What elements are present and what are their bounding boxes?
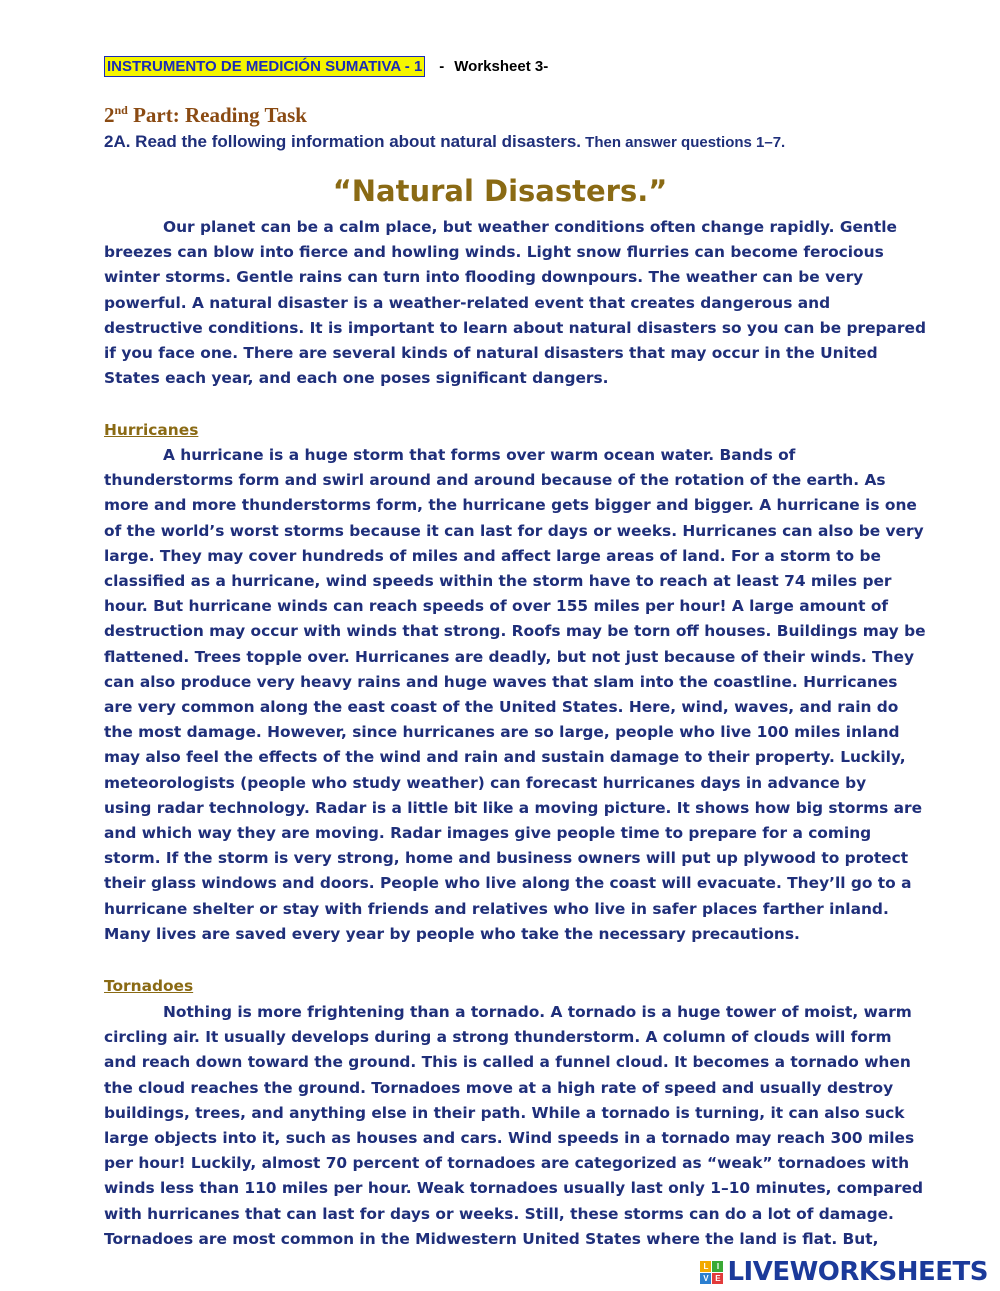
paragraph-line: circling air. It usually develops during a strong thunderstorm. A column of clouds will form bbox=[104, 1028, 892, 1047]
part-number: 2 bbox=[104, 103, 115, 127]
paragraph-line: the cloud reaches the ground. Tornadoes move at a high rate of speed and usually destroy bbox=[104, 1078, 894, 1097]
paragraph-line: large objects into it, such as houses and cars. Wind speeds in a tornado may reach 300 miles bbox=[104, 1129, 915, 1148]
paragraph-line: storm. If the storm is very strong, home and business owners will put up plywood to protect bbox=[104, 849, 909, 868]
paragraph-line: hurricane shelter or stay with friends and relatives who live in safer places farther inland. bbox=[104, 899, 889, 918]
paragraph-line: flattened. Trees topple over. Hurricanes are deadly, but not just because of their winds. They bbox=[104, 647, 914, 666]
paragraph-line: A hurricane is a huge storm that forms over warm ocean water. Bands of bbox=[163, 446, 796, 464]
paragraph-line: large. They may cover hundreds of miles and affect large areas of land. For a storm to be bbox=[104, 546, 881, 565]
hurricanes-heading: Hurricanes bbox=[104, 421, 199, 439]
logo-letter: L bbox=[700, 1261, 711, 1272]
paragraph-line: may also feel the effects of the wind and rain and sustain damage to their property. Luckily, bbox=[104, 748, 906, 767]
paragraph-line: more and more thunderstorms form, the hurricane gets bigger and bigger. A hurricane is one bbox=[104, 496, 917, 515]
paragraph-line: can also produce very heavy rains and huge waves that slam into the coastline. Hurricanes bbox=[104, 672, 898, 691]
paragraph-line: winds less than 110 miles per hour. Weak tornadoes usually last only 1–10 minutes, compared bbox=[104, 1179, 924, 1198]
intro-paragraph bbox=[104, 215, 926, 391]
paragraph-line: meteorologists (people who study weather) can forecast hurricanes days in advance by bbox=[104, 773, 867, 792]
paragraph-line: Nothing is more frightening than a tornado. A tornado is a huge tower of moist, warm bbox=[163, 1003, 912, 1021]
part-number-suffix: nd bbox=[114, 103, 128, 117]
paragraph-line: using radar technology. Radar is a little bit like a moving picture. It shows how big storms are bbox=[104, 798, 923, 817]
paragraph-line: thunderstorms form and swirl around and around because of the rotation of the earth. As bbox=[104, 471, 886, 490]
tornadoes-heading: Tornadoes bbox=[104, 977, 194, 995]
hurricanes-paragraph bbox=[104, 443, 926, 947]
worksheet-header bbox=[104, 58, 548, 75]
liveworksheets-logo-icon bbox=[700, 1261, 723, 1284]
logo-letter: V bbox=[700, 1273, 711, 1284]
paragraph-line: buildings, trees, and anything else in their path. While a tornado is turning, it can also suck bbox=[104, 1103, 905, 1122]
paragraph-line: and which way they are moving. Radar images give people time to prepare for a coming bbox=[104, 824, 872, 843]
paragraph-line: winter storms. Gentle rains can turn into flooding downpours. The weather can be very bbox=[104, 268, 864, 287]
paragraph-line: classified as a hurricane, wind speeds within the storm have to reach at least 74 miles per bbox=[104, 572, 892, 591]
paragraph-line: destructive conditions. It is important to learn about natural disasters so you can be prepared bbox=[104, 318, 926, 337]
tornadoes-paragraph bbox=[104, 1000, 924, 1252]
instruction-main: 2A. Read the following information about natural disasters. bbox=[104, 132, 581, 151]
paragraph-line: Our planet can be a calm place, but weather conditions often change rapidly. Gentle bbox=[163, 218, 897, 236]
paragraph-line: of the world’s worst storms because it can last for days or weeks. Hurricanes can also be very bbox=[104, 521, 924, 540]
instruction-tail: Then answer questions 1–7. bbox=[581, 134, 786, 151]
liveworksheets-watermark bbox=[700, 1257, 988, 1287]
paragraph-line: their glass windows and doors. People who live along the coast will evacuate. They’ll go to a bbox=[104, 874, 912, 893]
reading-instruction bbox=[104, 132, 785, 152]
paragraph-line: and reach down toward the ground. This is called a funnel cloud. It becomes a tornado when bbox=[104, 1053, 911, 1072]
paragraph-line: breezes can blow into fierce and howling winds. Light snow flurries can become ferocious bbox=[104, 243, 884, 262]
part-title-text: Part: Reading Task bbox=[127, 103, 307, 127]
paragraph-line: are very common along the east coast of the United States. Here, wind, waves, and rain do bbox=[104, 698, 899, 717]
paragraph-line: destruction may occur with winds that strong. Roofs may be torn off houses. Buildings may be bbox=[104, 622, 926, 641]
paragraph-line: powerful. A natural disaster is a weather-related event that creates dangerous and bbox=[104, 293, 831, 312]
paragraph-line: Many lives are saved every year by people who take the necessary precautions. bbox=[104, 924, 800, 943]
document-title: “Natural Disasters.” bbox=[332, 174, 668, 208]
logo-letter: I bbox=[712, 1261, 723, 1272]
part-title bbox=[104, 103, 307, 128]
logo-letter: E bbox=[712, 1273, 723, 1284]
worksheet-number: Worksheet 3- bbox=[454, 58, 549, 75]
instrument-title-highlight: INSTRUMENTO DE MEDICIÓN SUMATIVA - 1 bbox=[104, 56, 425, 77]
paragraph-line: hour. But hurricane winds can reach speeds of over 155 miles per hour! A large amount of bbox=[104, 597, 889, 616]
liveworksheets-wordmark: LIVEWORKSHEETS bbox=[727, 1257, 988, 1287]
paragraph-line: per hour! Luckily, almost 70 percent of tornadoes are categorized as “weak” tornadoes with bbox=[104, 1154, 910, 1173]
paragraph-line: with hurricanes that can last for days or weeks. Still, these storms can do a lot of damage. bbox=[104, 1204, 894, 1223]
paragraph-line: the most damage. However, since hurricanes are so large, people who live 100 miles inland bbox=[104, 723, 900, 742]
paragraph-line: States each year, and each one poses significant dangers. bbox=[104, 369, 609, 388]
paragraph-line: Tornadoes are most common in the Midwestern United States where the land is flat. But, bbox=[104, 1229, 879, 1248]
paragraph-line: if you face one. There are several kinds of natural disasters that may occur in the United bbox=[104, 344, 878, 363]
header-separator: - bbox=[439, 58, 445, 75]
